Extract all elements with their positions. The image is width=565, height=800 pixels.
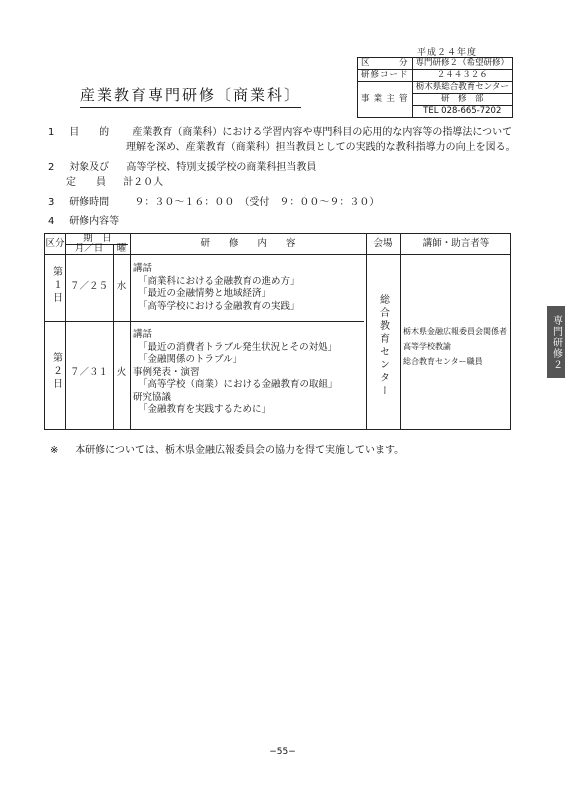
day2-kubun: 第２日 (50, 352, 62, 391)
header-kubun: 区分 (45, 238, 65, 249)
section-1-label: 目 的 (69, 127, 110, 138)
header-kaijou: 会場 (373, 238, 393, 249)
page-number: −55− (269, 747, 296, 757)
footnote (50, 444, 404, 458)
section-4-number: 4 (48, 216, 55, 227)
day2-weekday: 火 (116, 367, 127, 378)
footnote-text: 本研修については、栃木県金融広報委員会の協力を得て実施しています。 (75, 445, 405, 456)
section-3-number: 3 (48, 197, 55, 208)
header-koushi: 講師・助言者等 (422, 238, 490, 249)
section-2-capacity-value: 計２０人 (123, 177, 164, 188)
day2-line-3: 事例発表・演習 (133, 366, 200, 378)
day1-date: ７／２５ (69, 281, 108, 292)
day1-line-1: 「商業科における金融教育の進め方」 (138, 275, 300, 287)
header-yobi: 曜 (116, 243, 127, 254)
lecturer-1: 高等学校教諭 (403, 342, 451, 351)
day2-line-5: 研究協議 (133, 391, 172, 403)
lecturers (403, 324, 507, 369)
info-key-organizer: 事業主管 (358, 82, 413, 118)
section-2-label: 対象及び (69, 162, 110, 173)
venue: 総合教育センター (377, 294, 389, 398)
section-2-capacity (66, 176, 163, 190)
section-2-number: 2 (48, 162, 55, 173)
day1-weekday: 水 (116, 281, 127, 292)
fiscal-year: 平成２４年度 (417, 48, 478, 58)
info-value-department: 研 修 部 (412, 94, 513, 106)
section-3 (48, 196, 379, 210)
section-2-capacity-label: 定 員 (66, 177, 106, 188)
section-1-number: 1 (48, 127, 55, 138)
header-naiyou: 研 修 内 容 (200, 238, 296, 249)
day2-line-1: 「最近の消費者トラブル発生状況とその対処」 (138, 341, 338, 353)
footnote-mark: ※ (50, 445, 59, 456)
day2-contents (133, 329, 338, 417)
info-value-code: ２４４３２６ (412, 70, 513, 82)
info-box (357, 57, 513, 118)
section-1 (48, 126, 512, 140)
info-value-organizer: 栃木県総合教育センター (412, 82, 513, 94)
side-tab: 専門研修２ (547, 306, 565, 378)
day2-date: ７／３１ (69, 367, 108, 378)
day1-contents (133, 263, 300, 313)
day2-line-0: 講話 (133, 329, 153, 340)
page-title: 産業教育専門研修〔商業科〕 (80, 84, 301, 108)
info-value-kubun: 専門研修２（希望研修） (412, 58, 513, 70)
section-4-label: 研修内容等 (69, 216, 120, 227)
day1-line-3: 「高等学校における金融教育の実践」 (138, 300, 300, 312)
section-3-value: ９：３０～１６：００ （受付 ９：００～９：３０） (134, 197, 380, 208)
header-kijitsu: 期 日 (83, 233, 112, 244)
day1-line-0: 講話 (133, 263, 153, 274)
training-table (44, 233, 511, 430)
day1-kubun: 第１日 (50, 266, 62, 305)
section-3-label: 研修時間 (69, 197, 110, 208)
lecturer-2: 総合教育センター職員 (403, 357, 483, 366)
section-2 (48, 161, 316, 175)
info-key-code: 研修コード (358, 70, 413, 82)
day2-line-4: 「高等学校（商業）における金融教育の取組」 (138, 379, 338, 390)
section-1-text-line1: 産業教育（商業科）における学習内容や専門科目の応用的な内容等の指導法について (132, 127, 513, 138)
section-4 (48, 215, 119, 229)
day2-line-2: 「金融関係のトラブル」 (138, 354, 243, 365)
lecturer-0: 栃木県金融広報委員会関係者 (403, 327, 507, 336)
day1-line-2: 「最近の金融情勢と地域経済」 (138, 288, 272, 299)
section-1-text-line2: 理解を深め、産業教育（商業科）担当教員としての実践的な教科指導力の向上を図る。 (126, 142, 516, 153)
info-key-kubun: 区 分 (358, 58, 413, 70)
section-2-value: 高等学校、特別支援学校の商業科担当教員 (126, 162, 317, 173)
info-value-phone: TEL 028-665-7202 (412, 106, 513, 118)
day2-line-6: 「金融教育を実践するために」 (138, 404, 272, 415)
header-tsukihi: 月／日 (74, 243, 104, 254)
